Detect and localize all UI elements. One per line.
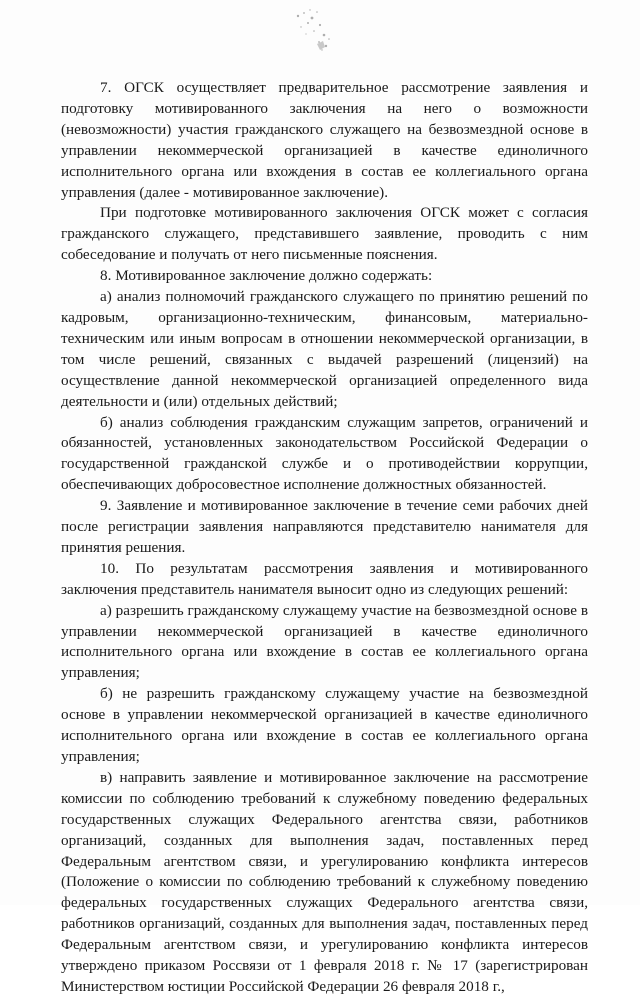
paragraph-9: 9. Заявление и мотивированное заключение в течение семи рабочих дней после регистрации заявления направляются представителю нанимателя для принятия решения. — [61, 497, 588, 556]
document-body — [61, 78, 588, 998]
paragraph-7-interview: При подготовке мотивированного заключения ОГСК может с согласия гражданского служащего, представившего заявление, проводить с ним собеседование и получать от него письменные пояснения. — [61, 204, 588, 264]
paragraph-10v: в) направить заявление и мотивированное заключение на рассмотрение комиссии по соблюдению требований к служебному поведению федеральных государственных служащих Федерального агентства связи, работников организаций, созданных для выполнения задач, поставленных перед Федеральным агентством связи, и урегулированию конфликта интересов (Положение о комиссии по соблюдению требований к служебному поведению федеральных государственных служащих Федерального агентства связи, работников организаций, созданных для выполнения задач, поставленных перед Федеральным агентством связи, и урегулированию конфликта интересов утверждено приказом Россвязи от 1 февраля 2018 г. № 17 (зарегистрирован Министерством юстиции Российской Федерации 26 февраля 2018 г., — [61, 768, 588, 995]
paragraph-8: 8. Мотивированное заключение должно содержать: — [100, 267, 433, 285]
stamp-mark — [284, 6, 340, 56]
paragraph-7: 7. ОГСК осуществляет предварительное рассмотрение заявления и подготовку мотивированного заключения на него о возможности (невозможности) участия гражданского служащего на безвозмездной основе в управлении некоммерческой организацией в качестве единоличного исполнительного органа или вхождения в состав ее коллегиального органа управления (далее - мотивированное заключение). — [61, 79, 588, 201]
paragraph-10b: б) не разрешить гражданскому служащему участие на безвозмездной основе в управлении некоммерческой организацией в качестве единоличного исполнительного органа или вхождение в состав ее коллегиального органа управления; — [61, 685, 588, 765]
paragraph-8b: б) анализ соблюдения гражданским служащим запретов, ограничений и обязанностей, установленных законодательством Российской Федерации о государственной гражданской службе и о противодействии коррупции, обеспечивающих добросовестное исполнение должностных обязанностей. — [61, 413, 588, 494]
paragraph-10a: а) разрешить гражданскому служащему участие на безвозмездной основе в управлении некоммерческой организацией в качестве единоличного исполнительного органа или вхождение в состав ее коллегиального органа управления; — [61, 601, 588, 682]
paragraph-8a: а) анализ полномочий гражданского служащего по принятию решений по кадровым, организационно-техническим, финансовым, материально-техническим или иным вопросам в отношении некоммерческой организации, в том числе решений, связанных с выдачей разрешений (лицензий) на осуществление данной некоммерческой организацией определенного вида деятельности и (или) отдельных действий; — [61, 288, 588, 410]
paragraph-10: 10. По результатам рассмотрения заявления и мотивированного заключения представитель нанимателя выносит одно из следующих решений: — [61, 559, 588, 598]
